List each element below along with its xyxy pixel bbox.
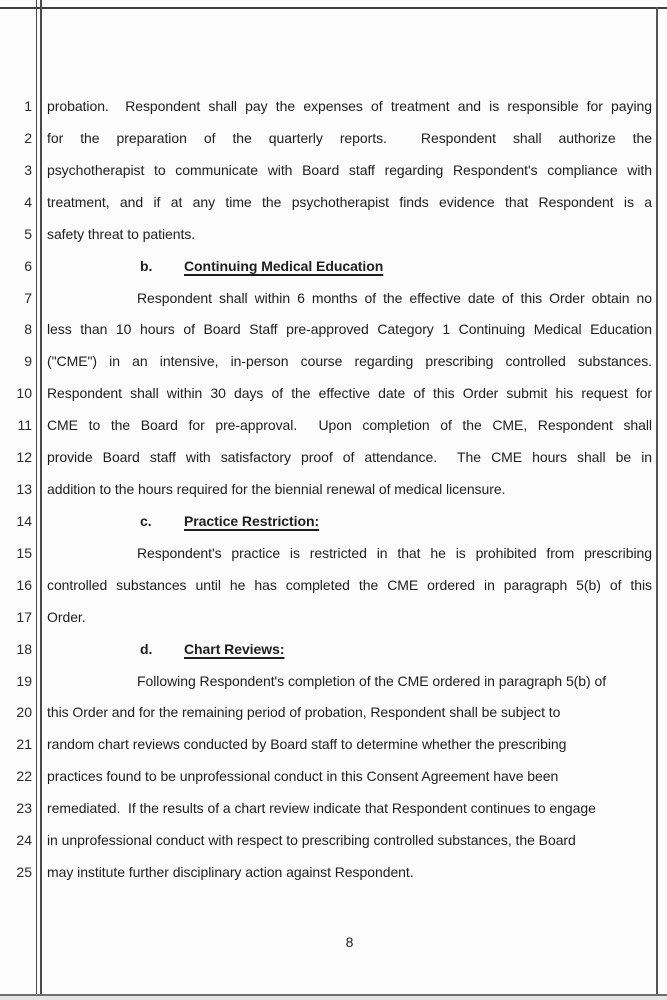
line-number: 14 xyxy=(16,512,32,529)
page-number: 8 xyxy=(345,934,354,950)
heading-letter: c. xyxy=(140,512,152,529)
line-number: 11 xyxy=(17,417,32,434)
line-number: 18 xyxy=(16,640,32,657)
line-number: 25 xyxy=(16,864,32,881)
text-line: this Order and for the remaining period of probation, Respondent shall be subject to xyxy=(47,704,561,721)
text-line: controlled substances until he has completed the CME ordered in paragraph 5(b) of this xyxy=(47,576,652,593)
heading-title: Continuing Medical Education xyxy=(184,257,384,274)
line-number: 16 xyxy=(16,576,32,593)
line-number: 20 xyxy=(16,704,32,721)
line-number: 5 xyxy=(24,225,32,242)
heading-title: Chart Reviews: xyxy=(184,640,285,657)
line-number: 19 xyxy=(16,672,32,689)
text-line: Respondent's practice is restricted in that he is prohibited from prescribing xyxy=(137,544,652,561)
heading-letter: b. xyxy=(140,257,153,274)
line-number: 1 xyxy=(24,98,32,114)
pleading-left-rule-outer xyxy=(36,0,38,995)
line-number: 4 xyxy=(24,193,32,210)
text-line: CME to the Board for pre-approval. Upon completion of the CME, Respondent shall xyxy=(47,417,652,434)
text-line: addition to the hours required for the biennial renewal of medical licensure. xyxy=(47,481,506,498)
line-number: 9 xyxy=(24,353,32,370)
text-line: for the preparation of the quarterly reports. Respondent shall authorize the xyxy=(47,129,652,146)
pleading-left-rule-inner xyxy=(40,0,42,995)
top-margin-rule xyxy=(0,7,667,9)
text-line: probation. Respondent shall pay the expenses of treatment and is responsible for paying xyxy=(47,98,652,114)
line-number: 6 xyxy=(24,257,32,274)
line-number: 3 xyxy=(24,161,32,178)
line-number: 2 xyxy=(24,129,32,146)
line-number: 8 xyxy=(24,321,32,338)
text-line: Following Respondent's completion of the CME ordered in paragraph 5(b) of xyxy=(137,672,607,689)
text-line: psychotherapist to communicate with Board staff regarding Respondent's compliance with xyxy=(47,161,652,178)
text-line: practices found to be unprofessional conduct in this Consent Agreement have been xyxy=(47,768,559,785)
line-number: 13 xyxy=(16,481,32,498)
heading-letter: d. xyxy=(140,640,153,657)
text-line: less than 10 hours of Board Staff pre-approved Category 1 Continuing Medical Education xyxy=(47,321,652,338)
text-line: in unprofessional conduct with respect to prescribing controlled substances, the Board xyxy=(47,832,576,849)
line-number: 23 xyxy=(16,800,32,817)
page-bottom-edge xyxy=(0,996,667,1000)
text-line: ("CME") in an intensive, in-person course regarding prescribing controlled substances. xyxy=(47,353,652,370)
text-line: treatment, and if at any time the psychotherapist finds evidence that Respondent is a xyxy=(47,193,652,210)
line-number: 17 xyxy=(16,608,32,625)
text-line: may institute further disciplinary action against Respondent. xyxy=(47,864,414,881)
line-number: 12 xyxy=(16,449,32,466)
text-line: Respondent shall within 30 days of the effective date of this Order submit his request for xyxy=(47,385,652,402)
text-line: remediated. If the results of a chart review indicate that Respondent continues to engage xyxy=(47,800,596,817)
text-line: safety threat to patients. xyxy=(47,225,196,242)
text-line: Order. xyxy=(47,608,86,625)
text-line: random chart reviews conducted by Board staff to determine whether the prescribing xyxy=(47,736,567,753)
right-margin-rule xyxy=(656,7,658,995)
heading-title: Practice Restriction: xyxy=(184,512,320,529)
text-line: Respondent shall within 6 months of the effective date of this Order obtain no xyxy=(137,289,652,306)
line-number: 21 xyxy=(16,736,32,753)
line-number: 24 xyxy=(16,832,32,849)
line-number: 7 xyxy=(24,289,32,306)
line-number: 10 xyxy=(16,385,32,402)
line-number: 15 xyxy=(16,544,32,561)
text-line: provide Board staff with satisfactory proof of attendance. The CME hours shall be in xyxy=(47,449,652,466)
line-number: 22 xyxy=(16,768,32,785)
